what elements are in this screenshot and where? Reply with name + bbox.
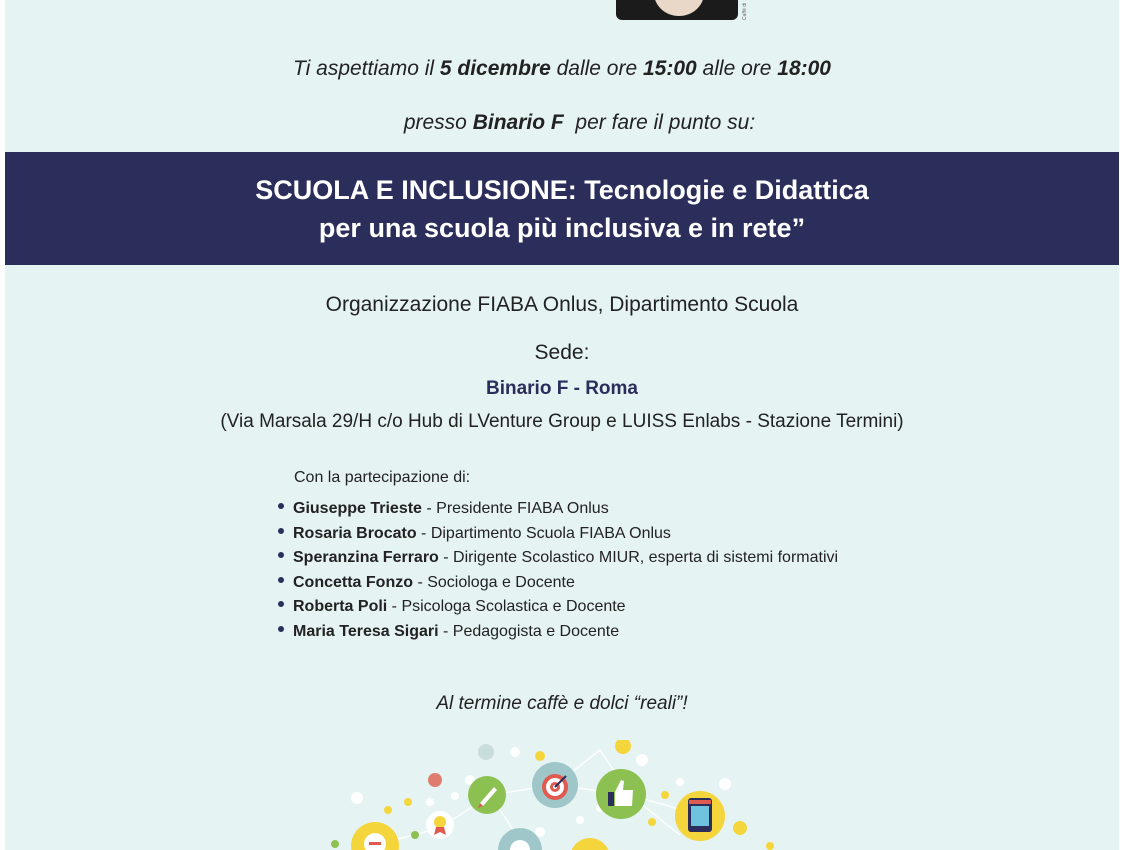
shop-phone-icon	[675, 791, 725, 841]
venue-name: Binario F - Roma	[485, 378, 638, 399]
list-item	[275, 595, 838, 620]
event-flyer	[5, 0, 1119, 850]
minus-icon	[351, 822, 399, 850]
end-time: 18:00	[777, 57, 831, 80]
speaker-name: Concetta Fonzo	[293, 573, 413, 591]
intro-text: per fare il punto su:	[563, 111, 756, 134]
event-title-banner	[5, 152, 1119, 265]
pencil-icon	[468, 776, 506, 814]
speaker-photo	[616, 0, 738, 20]
event-date: 5 dicembre	[439, 57, 551, 80]
participants-heading: Con la partecipazione di:	[294, 469, 471, 486]
closing-note: Al termine caffè e dolci “reali”!	[436, 693, 688, 714]
intro-text: presso	[403, 111, 473, 134]
target-icon	[532, 762, 578, 808]
photo-credit: Caffè di	[742, 2, 748, 20]
speaker-role: - Pedagogista e Docente	[438, 622, 620, 640]
organizer: Organizzazione FIABA Onlus, Dipartimento Scuola	[325, 293, 799, 316]
award-icon	[426, 811, 454, 839]
event-intro	[5, 55, 1119, 163]
venue-short: Binario F	[472, 111, 564, 134]
venue-address: (Via Marsala 29/H c/o Hub di LVenture Group e LUISS Enlabs - Stazione Termini)	[220, 411, 904, 432]
intro-line-1	[5, 55, 1119, 82]
speaker-name: Rosaria Brocato	[293, 524, 417, 542]
speaker-name: Roberta Poli	[293, 598, 388, 616]
event-title-line-1: SCUOLA E INCLUSIONE: Tecnologie e Didattica	[255, 174, 869, 205]
speaker-role: - Sociologa e Docente	[413, 573, 575, 591]
list-item	[275, 497, 838, 522]
list-item	[275, 571, 838, 596]
start-time: 15:00	[643, 57, 697, 80]
network-icons-graphic	[300, 740, 850, 850]
event-title-line-2: per una scuola più inclusiva e in rete”	[318, 212, 806, 243]
speaker-role: - Presidente FIABA Onlus	[421, 500, 609, 517]
intro-text: Ti aspettiamo il	[293, 57, 440, 80]
photo-face	[654, 0, 704, 16]
venue-label: Sede:	[534, 341, 590, 364]
speaker-role: - Psicologa Scolastica e Docente	[387, 598, 626, 616]
thumbs-up-icon	[596, 769, 646, 819]
speaker-role: - Dirigente Scolastico MIUR, esperta di sistemi formativi	[438, 549, 839, 567]
participants-list	[275, 497, 838, 645]
list-item	[275, 522, 838, 547]
intro-text: dalle ore	[550, 57, 643, 80]
speaker-role: - Dipartimento Scuola FIABA Onlus	[416, 524, 671, 542]
intro-text: alle ore	[696, 57, 778, 80]
speaker-name: Maria Teresa Sigari	[293, 622, 439, 640]
list-item	[275, 620, 838, 645]
intro-line-2	[5, 82, 1119, 163]
speaker-name: Giuseppe Trieste	[293, 500, 422, 517]
speaker-name: Speranzina Ferraro	[293, 549, 439, 567]
list-item	[275, 546, 838, 571]
partial-icons	[498, 828, 610, 850]
